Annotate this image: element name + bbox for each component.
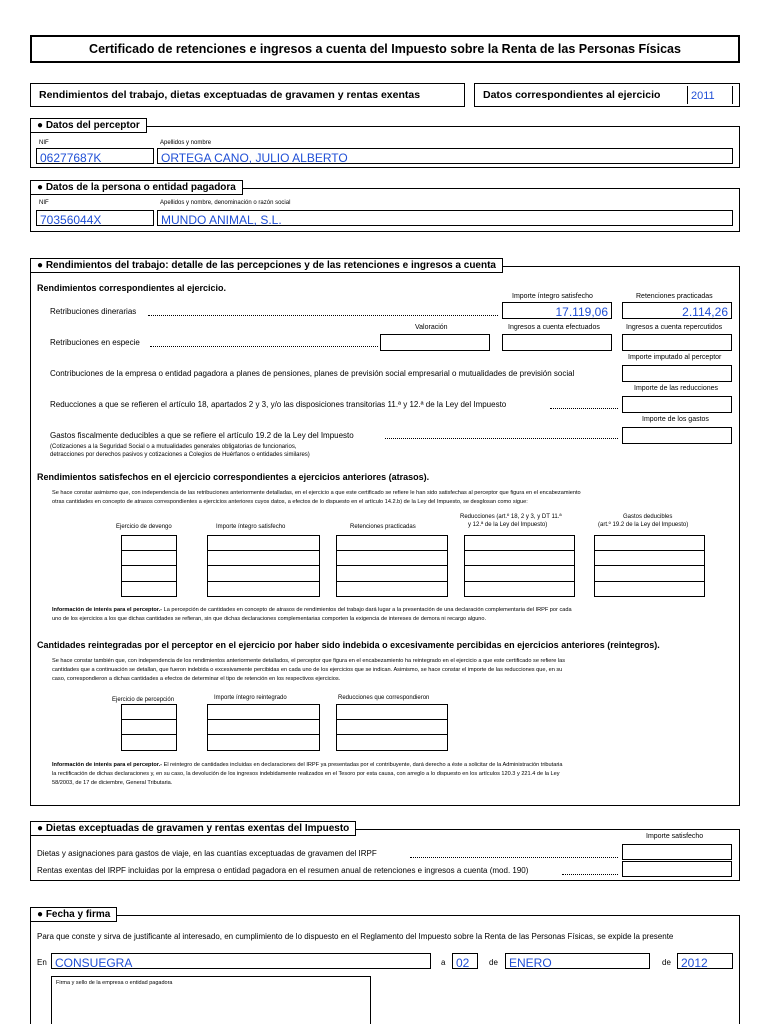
perceptor-nif-value: 06277687K — [40, 151, 102, 165]
grid-cell[interactable] — [121, 551, 177, 567]
reducciones-field[interactable] — [622, 396, 732, 413]
grid-cell[interactable] — [336, 566, 448, 582]
bullet-icon: ● — [37, 182, 46, 193]
subtitle-box — [30, 83, 465, 107]
valoracion-header: Valoración — [415, 324, 448, 331]
grid-cell[interactable] — [121, 566, 177, 582]
reintegros-info-text-1: El reintegro de cantidades incluidas en declaraciones del IRPF ya presentadas por el contribuyente, dará derecho a éste a solicitar de la Administración tributaria — [162, 762, 563, 768]
reducciones-header: Importe de las reducciones — [634, 385, 719, 392]
grid-cell[interactable] — [121, 735, 177, 751]
dotted-leader — [562, 874, 618, 875]
rendimientos-ejercicio-heading: Rendimientos correspondientes al ejercicio. — [37, 283, 227, 293]
pagadora-nif-value: 70356044X — [40, 213, 102, 227]
perceptor-section-label: Datos del perceptor — [45, 120, 140, 131]
reintegros-info-3: 58/2003, de 17 de diciembre, General Tributaria. — [52, 780, 173, 786]
firma-sello-label: Firma y sello de la empresa o entidad pagadora — [56, 980, 173, 986]
col-percepcion-header: Ejercicio de percepción — [112, 697, 175, 703]
gastos-header: Importe de los gastos — [642, 416, 709, 423]
importe-integro-header: Importe íntegro satisfecho — [512, 293, 593, 300]
gastos-label: Gastos fiscalmente deducibles a que se refiere el artículo 19.2 de la Ley del Impuesto — [50, 431, 354, 440]
grid-cell[interactable] — [207, 582, 320, 598]
atrasos-info-bold: Información de interés para el perceptor.- — [52, 607, 163, 613]
atrasos-info-text-1: La percepción de cantidades en concepto de atrasos de rendimientos del trabajo dará lugar a la presentación de una declaración complementaria del IRPF por cada — [162, 607, 572, 613]
atrasos-info-2: uno de los ejercicios a los que dichas cantidades se refieran, sin que dichas declaraciones complementarias comporten la exigencia de intereses de demora ni recargo alguno. — [52, 616, 487, 622]
firma-sello-box[interactable] — [51, 976, 371, 1024]
dietas-row-2-field[interactable] — [622, 861, 732, 877]
grid-cell[interactable] — [207, 704, 320, 720]
especie-valoracion-field[interactable] — [380, 334, 490, 351]
grid-cell[interactable] — [121, 704, 177, 720]
grid-cell[interactable] — [464, 535, 575, 551]
atrasos-para-2: otras cantidades en concepto de atrasos correspondientes a ejercicios anteriores cuyos datos, a efectos de lo dispuesto en el artículo 14.2.b) de la Ley del Impuesto, se desglosan como sigue: — [52, 499, 528, 505]
de-label-1: de — [489, 958, 498, 967]
reintegros-info-1 — [52, 762, 563, 768]
grid-cell[interactable] — [336, 551, 448, 567]
perceptor-nif-field[interactable] — [36, 148, 154, 164]
lugar-value: CONSUEGRA — [55, 956, 133, 970]
reducciones-label: Reducciones a que se refieren el artículo 18, apartados 2 y 3, y/o las disposiciones transitorias 11.ª y 12.ª de la Ley del Impuesto — [50, 400, 507, 409]
perceptor-nombre-label: Apellidos y nombre — [160, 140, 212, 146]
grid-cell[interactable] — [121, 720, 177, 736]
anio-field[interactable] — [677, 953, 733, 969]
grid-cell[interactable] — [464, 582, 575, 598]
especie-ingresos-efectuados-field[interactable] — [502, 334, 612, 351]
perceptor-tab — [30, 118, 147, 133]
firma-text: Para que conste y sirva de justificante al interesado, en cumplimiento de lo dispuesto en el Reglamento del Impuesto sobre la Renta de las Personas Físicas, se expide la presente — [37, 932, 674, 941]
ejercicio-field[interactable] — [687, 86, 733, 104]
dinerarias-importe-field[interactable] — [502, 302, 612, 319]
bullet-icon: ● — [37, 120, 46, 131]
grid-cell[interactable] — [594, 535, 705, 551]
grid-cell[interactable] — [464, 551, 575, 567]
ingresos-repercutidos-header: Ingresos a cuenta repercutidos — [626, 324, 723, 331]
col-retenciones-header: Retenciones practicadas — [350, 524, 416, 530]
dia-field[interactable] — [452, 953, 478, 969]
grid-cell[interactable] — [594, 566, 705, 582]
gastos-note-2: detracciones por derechos pasivos y cotizaciones a Colegios de Huérfanos o entidades similares) — [50, 452, 310, 458]
dietas-row-1-field[interactable] — [622, 844, 732, 860]
dinerarias-retenciones-field[interactable] — [622, 302, 732, 319]
col-importe-header: Importe íntegro satisfecho — [216, 524, 286, 530]
imputado-header: Importe imputado al perceptor — [628, 354, 722, 361]
gastos-field[interactable] — [622, 427, 732, 444]
grid-cell[interactable] — [121, 535, 177, 551]
perceptor-nombre-value: ORTEGA CANO, JULIO ALBERTO — [161, 151, 348, 165]
ingresos-efectuados-header: Ingresos a cuenta efectuados — [508, 324, 600, 331]
firma-section-label: Fecha y firma — [45, 909, 111, 920]
pagadora-nombre-field[interactable] — [157, 210, 733, 226]
page-title: Certificado de retenciones e ingresos a cuenta del Impuesto sobre la Renta de las Personas Físicas — [89, 42, 681, 56]
grid-cell[interactable] — [207, 535, 320, 551]
atrasos-heading: Rendimientos satisfechos en el ejercicio correspondientes a ejercicios anteriores (atrasos). — [37, 472, 430, 482]
pagadora-tab — [30, 180, 243, 195]
reintegros-info-2: la rectificación de dichas declaraciones y, en su caso, la devolución de los ingresos indebidamente realizados en el Tesoro por esta causa, con arreglo a lo dispuesto en los artículos 120.3 y 221.4 de la Ley — [52, 771, 560, 777]
ejercicio-label: Datos correspondientes al ejercicio — [483, 89, 661, 101]
reintegros-info-bold: Información de interés para el perceptor.- — [52, 762, 163, 768]
grid-cell[interactable] — [594, 551, 705, 567]
a-label: a — [441, 958, 446, 967]
firma-tab — [30, 907, 117, 922]
rendimientos-section-label: Rendimientos del trabajo: detalle de las percepciones y de las retenciones e ingresos a cuenta — [45, 260, 496, 271]
pagadora-nif-label: NIF — [39, 200, 49, 206]
col-reducciones-header-1: Reducciones (art.º 18, 2 y 3, y DT 11.ª — [460, 514, 562, 520]
dietas-row-1-label: Dietas y asignaciones para gastos de viaje, en las cuantías exceptuadas de gravamen del IRPF — [37, 849, 377, 858]
ejercicio-box — [474, 83, 740, 107]
grid-cell[interactable] — [336, 720, 448, 736]
grid-cell[interactable] — [207, 551, 320, 567]
atrasos-info-1 — [52, 607, 572, 613]
anio-value: 2012 — [681, 956, 708, 970]
atrasos-para-1: Se hace constar asimismo que, con independencia de las retribuciones anteriormente detalladas, en el ejercicio a que este certificado se refiere le han sido satisfechas al perceptor que figura en el encabezamiento — [52, 490, 581, 496]
col-reintegrado-header: Importe íntegro reintegrado — [214, 695, 287, 701]
mes-value: ENERO — [509, 956, 552, 970]
subtitle: Rendimientos del trabajo, dietas exceptuadas de gravamen y rentas exentas — [39, 89, 421, 101]
lugar-field[interactable] — [51, 953, 431, 969]
dotted-leader — [410, 857, 618, 858]
pagadora-nif-field[interactable] — [36, 210, 154, 226]
rendimientos-tab — [30, 258, 503, 273]
dinerarias-label: Retribuciones dinerarias — [50, 307, 137, 316]
retenciones-header: Retenciones practicadas — [636, 293, 713, 300]
dia-value: 02 — [456, 956, 470, 970]
reintegros-para-1: Se hace constar también que, con independencia de los rendimientos anteriormente detallados, el perceptor que figura en el encabezamiento ha reintegrado en el ejercicio a que este certificado se refiere las — [52, 658, 566, 664]
col-devengo-header: Ejercicio de devengo — [116, 524, 172, 530]
contribuciones-label: Contribuciones de la empresa o entidad pagadora a planes de pensiones, planes de previsión social empresarial o mutualidades de previsión social — [50, 369, 575, 378]
de-label-2: de — [662, 958, 671, 967]
grid-cell[interactable] — [336, 535, 448, 551]
grid-cell[interactable] — [207, 735, 320, 751]
grid-cell[interactable] — [336, 704, 448, 720]
grid-cell[interactable] — [594, 582, 705, 598]
ejercicio-value: 2011 — [691, 90, 715, 102]
contribuciones-field[interactable] — [622, 365, 732, 382]
dotted-leader — [385, 438, 618, 439]
pagadora-section-label: Datos de la persona o entidad pagadora — [45, 182, 236, 193]
col-reducciones-header-2: y 12.ª de la Ley del Impuesto) — [468, 522, 548, 528]
pagadora-nombre-label: Apellidos y nombre, denominación o razón social — [160, 200, 291, 206]
dotted-leader — [148, 315, 498, 316]
title-box — [30, 35, 740, 63]
grid-cell[interactable] — [207, 720, 320, 736]
dotted-leader — [550, 408, 618, 409]
bullet-icon: ● — [37, 260, 46, 271]
grid-cell[interactable] — [336, 582, 448, 598]
grid-cell[interactable] — [336, 735, 448, 751]
reintegros-para-3: caso, correspondieron a dichas cantidades a efectos de determinar el tipo de retención en los respectivos ejercicios. — [52, 676, 341, 682]
perceptor-nombre-field[interactable] — [157, 148, 733, 164]
dietas-section-label: Dietas exceptuadas de gravamen y rentas exentas del Impuesto — [45, 823, 350, 834]
especie-label: Retribuciones en especie — [50, 338, 140, 347]
bullet-icon: ● — [37, 909, 46, 920]
grid-cell[interactable] — [464, 566, 575, 582]
grid-cell[interactable] — [121, 582, 177, 598]
dietas-importe-header: Importe satisfecho — [646, 833, 704, 840]
grid-cell[interactable] — [207, 566, 320, 582]
bullet-icon: ● — [37, 823, 46, 834]
mes-field[interactable] — [505, 953, 650, 969]
reintegros-para-2: cantidades que a continuación se detallan, que fueron indebida o excesivamente percibidas en cada uno de los ejercicios que se indican. Asimismo, se hace constar el importe de las reducciones que, en su — [52, 667, 563, 673]
dinerarias-retenciones-value: 2.114,26 — [682, 305, 728, 319]
dotted-leader — [150, 346, 378, 347]
dietas-tab — [30, 821, 356, 836]
pagadora-nombre-value: MUNDO ANIMAL, S.L. — [161, 213, 282, 227]
dinerarias-importe-value: 17.119,06 — [555, 305, 608, 319]
dietas-row-2-label: Rentas exentas del IRPF incluidas por la empresa o entidad pagadora en el resumen anual de retenciones e ingresos a cuenta (mod. 190) — [37, 866, 529, 875]
col-gastos-header-1: Gastos deducibles — [623, 514, 673, 520]
gastos-note-1: (Cotizaciones a la Seguridad Social o a mutualidades generales obligatorias de funcionarios, — [50, 444, 297, 450]
reintegros-heading: Cantidades reintegradas por el perceptor en el ejercicio por haber sido indebida o excesivamente percibidas en ejercicios anteriores (reintegros). — [37, 640, 660, 650]
col-gastos-header-2: (art.º 19.2 de la Ley del Impuesto) — [598, 522, 689, 528]
en-label: En — [37, 958, 47, 967]
col-reducciones-corr-header: Reducciones que correspondieron — [338, 695, 430, 701]
perceptor-nif-label: NIF — [39, 140, 49, 146]
especie-ingresos-repercutidos-field[interactable] — [622, 334, 732, 351]
